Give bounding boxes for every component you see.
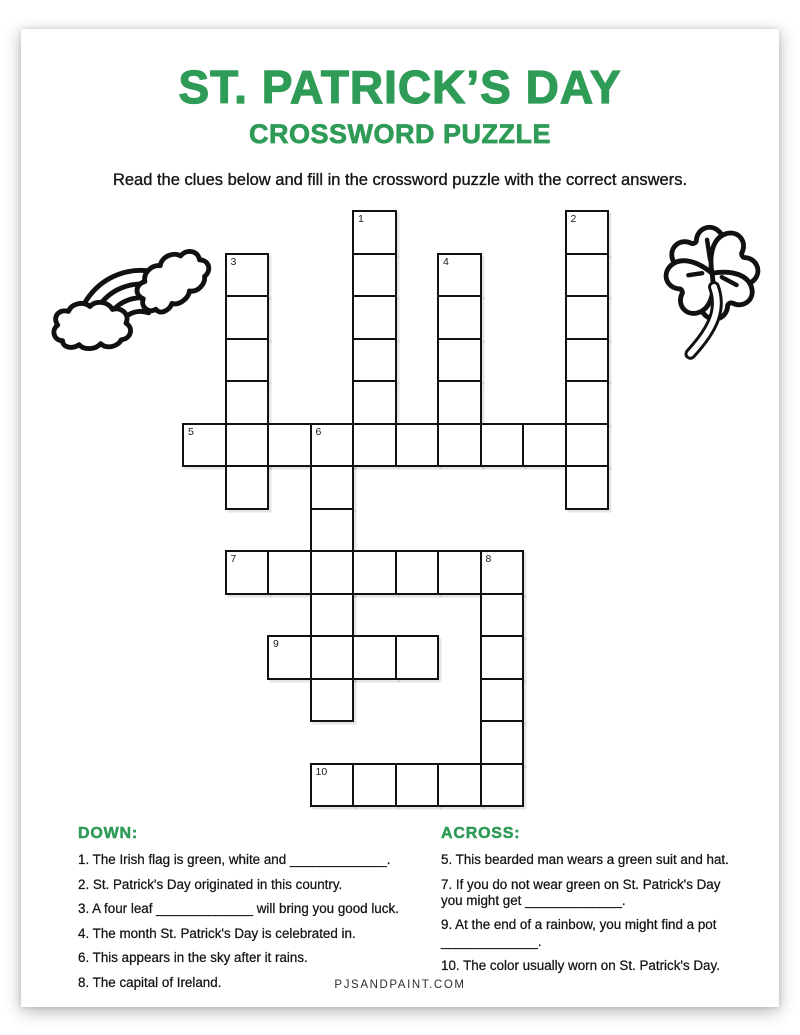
grid-cell[interactable] — [352, 295, 397, 340]
grid-cell[interactable] — [310, 508, 355, 553]
grid-cell[interactable] — [480, 635, 525, 680]
cell-number: 7 — [230, 553, 237, 565]
grid-cell[interactable] — [565, 295, 610, 340]
grid-cell[interactable] — [225, 338, 270, 383]
grid-cell[interactable] — [522, 423, 567, 468]
cell-number: 4 — [443, 255, 449, 268]
grid-cell[interactable] — [480, 763, 525, 808]
clue-item-down-6: 6. This appears in the sky after it rains. — [78, 950, 308, 966]
grid-cell[interactable] — [437, 295, 482, 340]
four-leaf-clover-icon — [653, 212, 771, 360]
grid-cell[interactable] — [437, 550, 482, 595]
across-heading: ACROSS: — [441, 825, 521, 842]
clue-item-down-4: 4. The month St. Patrick's Day is celebrated in. — [78, 925, 356, 941]
down-clues-section — [78, 825, 436, 999]
grid-cell[interactable] — [395, 423, 440, 468]
grid-cell[interactable] — [565, 210, 610, 255]
grid-cell[interactable] — [437, 253, 482, 298]
grid-cell[interactable] — [225, 295, 270, 340]
cell-number: 3 — [230, 255, 237, 268]
crossword-grid — [182, 210, 609, 807]
grid-cell[interactable] — [310, 465, 355, 510]
grid-cell[interactable] — [565, 253, 610, 298]
cell-number: 10 — [315, 765, 328, 778]
down-heading: DOWN: — [78, 825, 138, 842]
grid-cell[interactable] — [352, 338, 397, 383]
clue-item-down-2: 2. St. Patrick's Day originated in this country. — [78, 876, 343, 892]
grid-cell[interactable] — [310, 423, 355, 468]
cell-number: 6 — [315, 425, 322, 438]
grid-cell[interactable] — [352, 763, 397, 808]
grid-cell[interactable] — [352, 423, 397, 468]
grid-cell[interactable] — [480, 550, 525, 595]
grid-cell[interactable] — [480, 423, 525, 468]
cell-number: 1 — [358, 213, 364, 225]
footer-site-text: PJSANDPAINT.COM — [334, 979, 466, 991]
clue-item-down-1: 1. The Irish flag is green, white and _____________. — [78, 852, 391, 867]
grid-cell[interactable] — [310, 550, 355, 595]
grid-cell[interactable] — [225, 550, 270, 595]
grid-cell[interactable] — [310, 635, 355, 680]
grid-cell[interactable] — [395, 550, 440, 595]
grid-cell[interactable] — [480, 593, 525, 638]
grid-cell[interactable] — [565, 423, 610, 468]
grid-cell[interactable] — [225, 423, 270, 468]
clue-item-down-8: 8. The capital of Ireland. — [78, 974, 222, 990]
grid-cell[interactable] — [437, 338, 482, 383]
grid-cell[interactable] — [310, 678, 355, 723]
grid-cell[interactable] — [352, 210, 397, 255]
clue-item-across-7: 7. If you do not wear green on St. Patrick's Day you might get _____________. — [441, 876, 721, 908]
clue-item-across-10: 10. The color usually worn on St. Patrick's Day. — [441, 958, 720, 974]
grid-cell[interactable] — [225, 465, 270, 510]
grid-cell[interactable] — [352, 550, 397, 595]
grid-cell[interactable] — [565, 380, 610, 425]
grid-cell[interactable] — [437, 763, 482, 808]
grid-cell[interactable] — [480, 720, 525, 765]
cell-number: 9 — [273, 638, 279, 650]
grid-cell[interactable] — [565, 338, 610, 383]
grid-cell[interactable] — [267, 550, 312, 595]
across-clues-list — [441, 852, 741, 975]
down-clues-list — [78, 852, 436, 991]
grid-cell[interactable] — [437, 423, 482, 468]
grid-cell[interactable] — [395, 635, 440, 680]
page-subtitle: CROSSWORD PUZZLE — [249, 119, 551, 149]
clue-item-across-5: 5. This bearded man wears a green suit and hat. — [441, 852, 729, 867]
grid-cell[interactable] — [352, 635, 397, 680]
grid-cell[interactable] — [310, 593, 355, 638]
grid-cell[interactable] — [267, 635, 312, 680]
grid-cell[interactable] — [565, 465, 610, 510]
grid-cell[interactable] — [480, 678, 525, 723]
clue-item-down-3: 3. A four leaf _____________ will bring you good luck. — [78, 901, 399, 917]
grid-cell[interactable] — [437, 380, 482, 425]
grid-cell[interactable] — [352, 380, 397, 425]
grid-cell[interactable] — [310, 763, 355, 808]
grid-cell[interactable] — [182, 423, 227, 468]
page-title: ST. PATRICK’S DAY — [178, 61, 622, 113]
grid-cell[interactable] — [395, 763, 440, 808]
cell-number: 5 — [188, 425, 194, 438]
instruction-text: Read the clues below and fill in the crossword puzzle with the correct answers. — [112, 171, 688, 189]
grid-cell[interactable] — [267, 423, 312, 468]
cell-number: 2 — [570, 213, 577, 225]
grid-cell[interactable] — [352, 253, 397, 298]
grid-cell[interactable] — [225, 380, 270, 425]
cell-number: 8 — [485, 553, 492, 565]
grid-cell[interactable] — [225, 253, 270, 298]
clue-item-across-9: 9. At the end of a rainbow, you might find a pot _____________. — [441, 917, 717, 949]
across-clues-section — [441, 825, 741, 983]
worksheet-page — [21, 29, 779, 1007]
